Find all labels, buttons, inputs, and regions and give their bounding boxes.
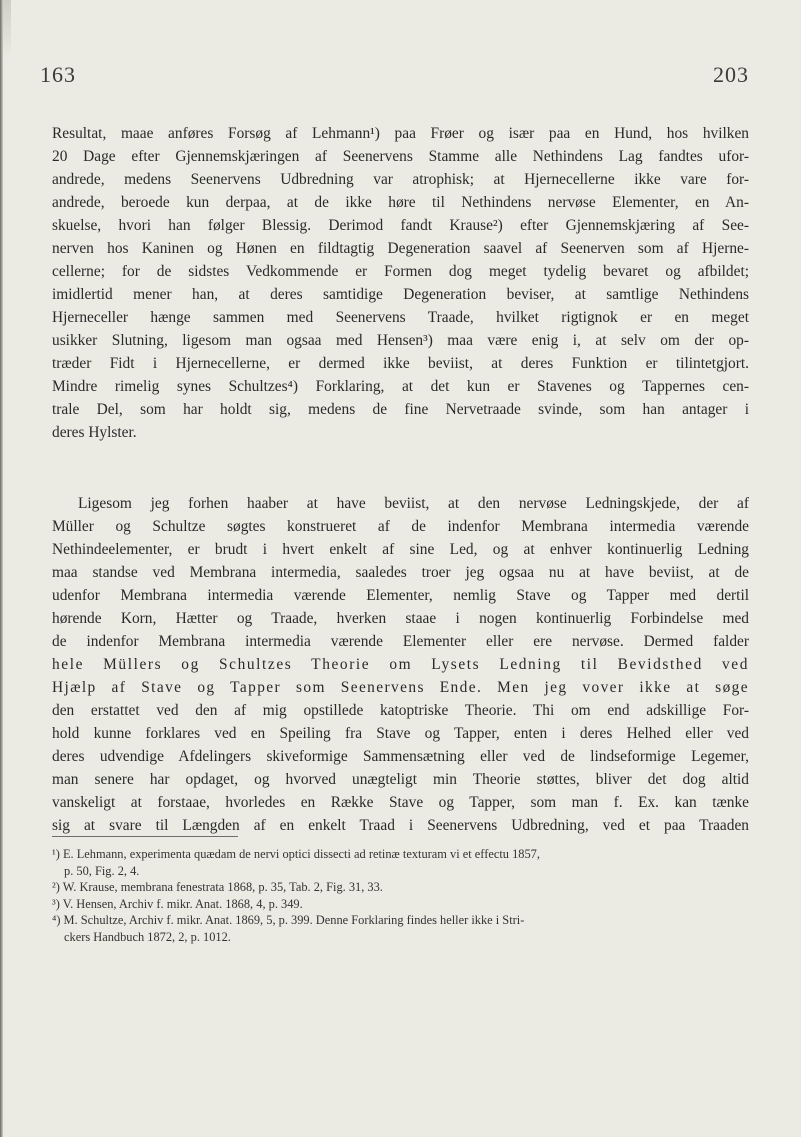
text-line: andrede, medens Seenervens Udbredning var atrophisk; at Hjernecellerne ikke vare for- — [52, 171, 749, 188]
text-line: udenfor Membrana intermedia værende Elementer, nemlig Stave og Tapper med dertil — [52, 587, 749, 604]
text-line: Müller og Schultze søgtes konstrueret af de indenfor Membrana intermedia værende — [52, 518, 749, 535]
footnote: ⁴) M. Schultze, Archiv f. mikr. Anat. 1869, 5, p. 399. Denne Forklaring findes heller ikke i Stri- — [52, 913, 525, 927]
page-edge-stripe — [3, 0, 11, 60]
text-line: imidlertid mener han, at deres samtidige Degeneration beviser, at samtlige Nethindens — [52, 286, 749, 303]
text-line: 20 Dage efter Gjennemskjæringen af Seenervens Stamme alle Nethindens Lag fandtes ufor- — [52, 148, 749, 165]
text-line: hørende Korn, Hætter og Traade, hverken staae i nogen kontinuerlig Forbindelse med — [52, 610, 749, 627]
text-line: Ligesom jeg forhen haaber at have beviist, at den nervøse Ledningskjede, der af — [78, 495, 749, 512]
text-line: trale Del, som har holdt sig, medens de fine Nervetraade svinde, som han antager i — [52, 401, 749, 418]
text-line: deres udvendige Afdelingers skiveformige Sammensætning eller ved de lindseformige Legemer, — [52, 748, 749, 765]
text-line: sig at svare til Længden af en enkelt Traad i Seenervens Udbredning, ved et paa Traaden — [52, 817, 749, 834]
paragraph-1 — [52, 122, 749, 444]
text-line: usikker Slutning, ligesom man ogsaa med Hensen³) maa være enig i, at selv om der op- — [52, 332, 749, 349]
text-line: de indenfor Membrana intermedia værende Elementer eller ere nervøse. Dermed falder — [52, 633, 749, 650]
text-line: maa standse ved Membrana intermedia, saaledes troer jeg ogsaa nu at have beviist, at de — [52, 564, 749, 581]
text-line: Nethindeelementer, er brudt i hvert enkelt af sine Led, og at enhver kontinuerlig Ledning — [52, 541, 749, 558]
paragraph-2 — [52, 492, 749, 837]
footnote-continuation: p. 50, Fig. 2, 4. — [64, 863, 140, 878]
text-line: man senere har opdaget, og hvorved unægteligt min Theorie støttes, bliver det dog altid — [52, 771, 749, 788]
body-text — [52, 122, 749, 837]
footnote-divider — [52, 836, 238, 837]
text-line: skuelse, hvori han følger Blessig. Derimod fandt Krause²) efter Gjennemskjæring af See- — [52, 217, 749, 234]
paragraph-gap — [52, 444, 749, 492]
text-line: cellerne; for de sidstes Vedkommende er Formen dog meget tydelig bevaret og afbildet; — [52, 263, 749, 280]
text-line: Resultat, maae anføres Forsøg af Lehmann¹) paa Frøer og især paa en Hund, hos hvilken — [52, 125, 749, 142]
page-id-label: 163 — [40, 62, 76, 87]
text-line: vanskeligt at forstaae, hvorledes en Række Stave og Tapper, som man f. Ex. kan tænke — [52, 794, 749, 811]
page-number: 203 — [713, 62, 749, 87]
text-line: hele Müllers og Schultzes Theorie om Lysets Ledning til Bevidsthed ved — [52, 656, 749, 673]
text-line: andrede, beroede kun derpaa, at de ikke høre til Nethindens nervøse Elementer, en An- — [52, 194, 749, 211]
text-line: Hjerneceller hænge sammen med Seenervens Traade, hvilket rigtignok er en meget — [52, 309, 749, 326]
footnote: ²) W. Krause, membrana fenestrata 1868, p. 35, Tab. 2, Fig. 31, 33. — [52, 880, 383, 894]
text-line: Hjælp af Stave og Tapper som Seenervens Ende. Men jeg vover ikke at søge — [52, 679, 749, 696]
footnote-continuation: ckers Handbuch 1872, 2, p. 1012. — [64, 929, 231, 944]
page-edge-shadow — [0, 0, 3, 1137]
text-line: hold kunne forklares ved en Speiling fra Stave og Tapper, enten i deres Helhed eller ved — [52, 725, 749, 742]
text-line: Mindre rimelig synes Schultzes⁴) Forklaring, at det kun er Stavenes og Tappernes cen- — [52, 378, 749, 395]
footnote: ¹) E. Lehmann, experimenta quædam de nervi optici dissecti ad retinæ texturam vi et effectu 1857, — [52, 847, 540, 861]
text-line: den erstattet ved den af mig opstillede katoptriske Theorie. Thi om end adskillige For- — [52, 702, 749, 719]
text-line: deres Hylster. — [52, 424, 137, 441]
footnote: ³) V. Hensen, Archiv f. mikr. Anat. 1868, 4, p. 349. — [52, 896, 303, 911]
text-line: træder Fidt i Hjernecellerne, er dermed ikke beviist, at deres Funktion er tilintetgjort. — [52, 355, 749, 372]
text-line: nerven hos Kaninen og Hønen en fildtagtig Degeneration saavel af Seenerven som af Hjerne- — [52, 240, 749, 257]
footnotes — [52, 846, 752, 945]
